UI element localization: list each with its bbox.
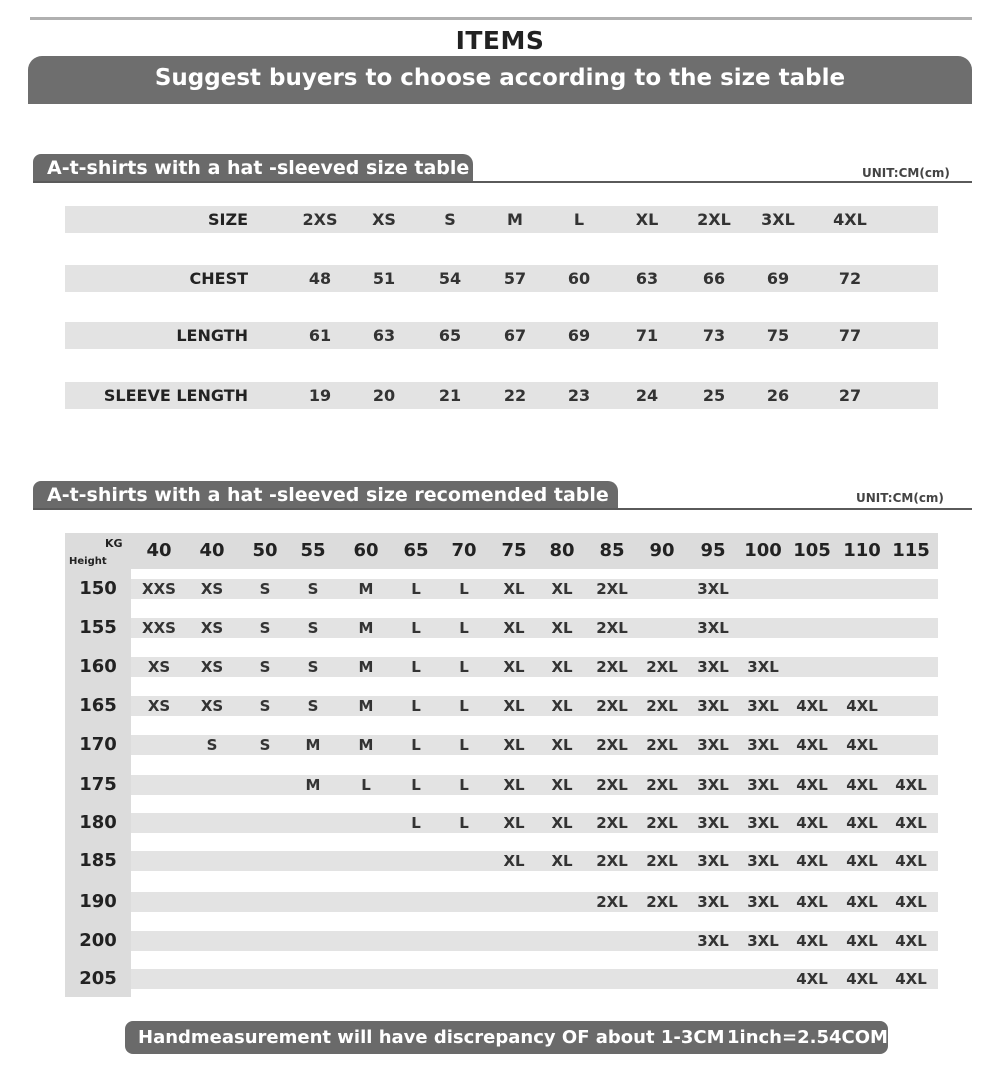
recommend-cell: 4XL <box>796 932 828 950</box>
recommend-cell: 3XL <box>697 932 729 950</box>
recommend-cell: 2XL <box>596 893 628 911</box>
recommend-cell: 3XL <box>747 697 779 715</box>
height-axis-label: Height <box>69 556 107 567</box>
height-value: 175 <box>79 774 117 795</box>
recommend-cell: 3XL <box>697 619 729 637</box>
recommend-cell: 2XL <box>646 852 678 870</box>
recommend-cell: 3XL <box>747 932 779 950</box>
height-value: 185 <box>79 850 117 871</box>
recommend-cell: 4XL <box>846 893 878 911</box>
recommend-cell: XL <box>503 852 525 870</box>
recommend-cell: 4XL <box>796 852 828 870</box>
size-table-cell: 24 <box>635 386 659 405</box>
size-table-cell: 2XS <box>302 210 338 229</box>
height-value: 180 <box>79 812 117 833</box>
recommend-cell: XS <box>147 697 171 715</box>
size-table-cell: 54 <box>438 269 462 288</box>
size-table-cell: 48 <box>308 269 332 288</box>
recommend-cell: 4XL <box>895 932 927 950</box>
recommend-cell: L <box>459 814 469 832</box>
size-table-cell: 23 <box>567 386 591 405</box>
recommend-cell: XS <box>147 658 171 676</box>
kg-header-value: 70 <box>451 540 477 561</box>
recommend-cell: 4XL <box>895 893 927 911</box>
size-table-cell: 63 <box>635 269 659 288</box>
recommend-cell: 4XL <box>796 970 828 988</box>
recommend-cell: XL <box>503 814 525 832</box>
kg-header-value: 60 <box>353 540 379 561</box>
recommend-cell: L <box>411 814 421 832</box>
recommend-cell: M <box>305 776 321 794</box>
size-table-unit: UNIT:CM(cm) <box>862 166 950 180</box>
recommend-cell: S <box>259 619 271 637</box>
height-value: 165 <box>79 695 117 716</box>
height-value: 155 <box>79 617 117 638</box>
recommend-cell: L <box>459 619 469 637</box>
recommend-cell: 4XL <box>796 893 828 911</box>
recommend-table-unit: UNIT:CM(cm) <box>856 491 944 505</box>
size-table-cell: 72 <box>838 269 862 288</box>
size-table-cell: XS <box>372 210 396 229</box>
recommend-cell: 4XL <box>846 970 878 988</box>
recommend-cell: M <box>305 736 321 754</box>
recommend-cell: 2XL <box>646 776 678 794</box>
recommend-cell: XL <box>551 776 573 794</box>
size-table-row-label: SIZE <box>207 210 248 229</box>
height-value: 160 <box>79 656 117 677</box>
recommend-cell: S <box>307 619 319 637</box>
size-table-cell: 22 <box>503 386 527 405</box>
size-table-cell: 51 <box>372 269 396 288</box>
size-table-cell: 57 <box>503 269 527 288</box>
kg-header-value: 110 <box>843 540 881 561</box>
recommend-cell: M <box>358 658 374 676</box>
size-table-cell: 21 <box>438 386 462 405</box>
recommend-cell: XL <box>551 580 573 598</box>
recommend-cell: 2XL <box>646 893 678 911</box>
recommend-cell: 3XL <box>697 814 729 832</box>
kg-header-value: 95 <box>700 540 726 561</box>
size-table-cell: 65 <box>438 326 462 345</box>
recommend-cell: 4XL <box>796 697 828 715</box>
size-table-cell: 61 <box>308 326 332 345</box>
recommend-cell: 2XL <box>596 852 628 870</box>
size-table-cell: 63 <box>372 326 396 345</box>
recommend-cell: 4XL <box>796 776 828 794</box>
recommend-cell: 2XL <box>646 814 678 832</box>
recommend-cell: XL <box>503 658 525 676</box>
recommend-cell: L <box>459 580 469 598</box>
recommend-cell: 4XL <box>895 970 927 988</box>
recommend-cell: 3XL <box>747 893 779 911</box>
kg-header-value: 105 <box>793 540 831 561</box>
recommend-cell: 2XL <box>596 619 628 637</box>
size-table-cell: 67 <box>503 326 527 345</box>
recommend-cell: 2XL <box>646 697 678 715</box>
footer-banner <box>125 1021 888 1054</box>
recommend-cell: 3XL <box>747 658 779 676</box>
size-table-row-label: SLEEVE LENGTH <box>103 386 248 405</box>
kg-header-value: 75 <box>501 540 527 561</box>
recommend-cell: L <box>459 658 469 676</box>
recommend-cell: 2XL <box>596 776 628 794</box>
size-table-row-label: CHEST <box>189 269 248 288</box>
height-value: 190 <box>79 891 117 912</box>
height-value: 170 <box>79 734 117 755</box>
size-table-row-label: LENGTH <box>176 326 248 345</box>
size-table-cell: 73 <box>702 326 726 345</box>
recommend-cell: M <box>358 736 374 754</box>
recommend-table-rule <box>33 508 972 510</box>
recommend-cell: XXS <box>142 619 176 637</box>
size-table-cell: 3XL <box>761 210 795 229</box>
recommend-cell: 2XL <box>596 580 628 598</box>
recommend-cell: 3XL <box>697 776 729 794</box>
recommend-cell: 4XL <box>846 932 878 950</box>
recommend-cell: S <box>307 697 319 715</box>
recommend-cell: 4XL <box>846 814 878 832</box>
recommend-cell: 3XL <box>747 814 779 832</box>
size-table-cell: 4XL <box>833 210 867 229</box>
recommend-cell: S <box>259 736 271 754</box>
kg-header-value: 40 <box>146 540 172 561</box>
recommend-cell: L <box>411 736 421 754</box>
kg-header-value: 40 <box>199 540 225 561</box>
recommend-cell: 4XL <box>895 776 927 794</box>
size-table-cell: M <box>507 210 523 229</box>
recommend-table-tab: A-t-shirts with a hat -sleeved size recomended table <box>33 481 618 509</box>
size-table-cell: 66 <box>702 269 726 288</box>
height-value: 200 <box>79 930 117 951</box>
recommend-cell: 3XL <box>697 580 729 598</box>
recommend-cell: 4XL <box>846 852 878 870</box>
recommend-cell: 2XL <box>646 736 678 754</box>
size-table-cell: 69 <box>567 326 591 345</box>
recommend-cell: L <box>459 736 469 754</box>
recommend-cell: 3XL <box>697 736 729 754</box>
recommend-cell: 4XL <box>846 736 878 754</box>
recommend-cell: S <box>307 580 319 598</box>
recommend-cell: 2XL <box>596 658 628 676</box>
recommend-cell: M <box>358 697 374 715</box>
kg-header-value: 115 <box>892 540 930 561</box>
recommend-cell: 3XL <box>697 852 729 870</box>
kg-header-value: 80 <box>549 540 575 561</box>
kg-axis-label: KG <box>105 537 123 550</box>
recommend-cell: 2XL <box>596 814 628 832</box>
page-title: ITEMS <box>455 26 545 55</box>
recommend-cell: XL <box>551 619 573 637</box>
size-table-cell: XL <box>635 210 659 229</box>
recommend-cell: 4XL <box>796 736 828 754</box>
recommend-cell: XS <box>200 580 224 598</box>
recommend-cell: L <box>361 776 371 794</box>
size-table-cell: 19 <box>308 386 332 405</box>
recommend-cell: XL <box>503 580 525 598</box>
recommend-cell: L <box>411 776 421 794</box>
recommend-cell: S <box>307 658 319 676</box>
kg-header-value: 85 <box>599 540 625 561</box>
recommend-cell: 3XL <box>747 776 779 794</box>
recommend-cell: 3XL <box>697 658 729 676</box>
recommend-cell: XL <box>503 619 525 637</box>
recommend-cell: S <box>259 580 271 598</box>
recommend-cell: 2XL <box>596 697 628 715</box>
recommend-cell: S <box>206 736 218 754</box>
size-table-row <box>65 265 938 292</box>
recommend-cell: L <box>411 580 421 598</box>
recommend-cell: 2XL <box>646 658 678 676</box>
top-rule <box>30 17 972 20</box>
size-table-cell: 71 <box>635 326 659 345</box>
recommend-cell: L <box>459 776 469 794</box>
recommend-cell: L <box>411 697 421 715</box>
kg-header-value: 50 <box>252 540 278 561</box>
kg-header-value: 65 <box>403 540 429 561</box>
kg-header-value: 100 <box>744 540 782 561</box>
footer-conversion: 1inch=2.54COM <box>727 1027 888 1048</box>
kg-header-value: 90 <box>649 540 675 561</box>
recommend-cell: XS <box>200 697 224 715</box>
recommend-cell: XL <box>551 658 573 676</box>
size-table-cell: L <box>573 210 585 229</box>
size-table-cell: 26 <box>766 386 790 405</box>
recommend-cell: 3XL <box>697 697 729 715</box>
subtitle-text: Suggest buyers to choose according to the size table <box>154 65 846 91</box>
height-value: 150 <box>79 578 117 599</box>
recommend-cell: XL <box>503 776 525 794</box>
size-table-row <box>65 322 938 349</box>
size-table-cell: 2XL <box>697 210 731 229</box>
recommend-cell: S <box>259 697 271 715</box>
size-table-rule <box>33 181 972 183</box>
recommend-cell: 4XL <box>846 697 878 715</box>
size-table-cell: 60 <box>567 269 591 288</box>
size-table-cell: 75 <box>766 326 790 345</box>
recommend-cell: 4XL <box>846 776 878 794</box>
recommend-cell: 3XL <box>747 852 779 870</box>
recommend-cell: XXS <box>142 580 176 598</box>
footer-note: Handmeasurement will have discrepancy OF about 1-3CM <box>138 1027 725 1048</box>
recommend-cell: 2XL <box>596 736 628 754</box>
recommend-cell: L <box>459 697 469 715</box>
size-table-cell: 25 <box>702 386 726 405</box>
recommend-cell: XL <box>551 697 573 715</box>
size-table-row <box>65 382 938 409</box>
size-table-row <box>65 206 938 233</box>
recommend-cell: XL <box>503 697 525 715</box>
recommend-cell: M <box>358 580 374 598</box>
recommend-cell: XS <box>200 658 224 676</box>
size-table-tab: A-t-shirts with a hat -sleeved size table <box>33 154 473 182</box>
recommend-cell: 3XL <box>747 736 779 754</box>
size-table-cell: 20 <box>372 386 396 405</box>
recommend-cell: 4XL <box>895 852 927 870</box>
size-table-cell: 77 <box>838 326 862 345</box>
recommend-cell: L <box>411 619 421 637</box>
recommend-cell: 4XL <box>895 814 927 832</box>
recommend-cell: 4XL <box>796 814 828 832</box>
kg-header-value: 55 <box>300 540 326 561</box>
recommend-cell: L <box>411 658 421 676</box>
recommend-cell: S <box>259 658 271 676</box>
recommend-cell: XL <box>551 814 573 832</box>
size-table-cell: S <box>444 210 456 229</box>
recommend-cell: XL <box>551 736 573 754</box>
height-column-bg <box>65 533 131 997</box>
recommend-cell: M <box>358 619 374 637</box>
size-table-cell: 69 <box>766 269 790 288</box>
size-table-cell: 27 <box>838 386 862 405</box>
recommend-cell: 3XL <box>697 893 729 911</box>
recommend-cell: XL <box>551 852 573 870</box>
recommend-cell: XS <box>200 619 224 637</box>
height-value: 205 <box>79 968 117 989</box>
recommend-cell: XL <box>503 736 525 754</box>
